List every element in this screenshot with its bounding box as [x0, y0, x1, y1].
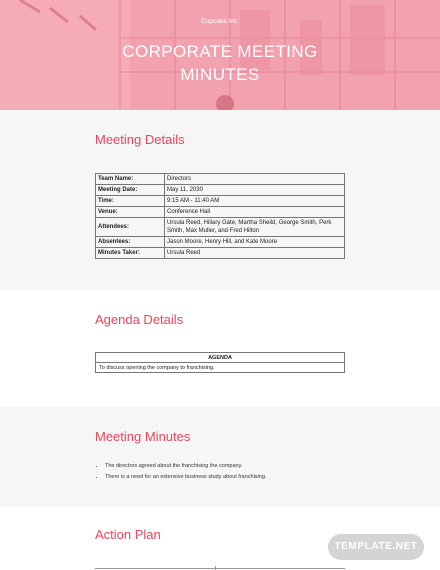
table-value: Ursula Reed [165, 248, 345, 259]
company-name: Cupcake Inc. [201, 18, 239, 25]
table-row [96, 363, 345, 373]
minutes-list [95, 461, 266, 483]
table-row [96, 174, 345, 185]
table-row [96, 185, 345, 196]
table-row [96, 237, 345, 248]
table-row [96, 248, 345, 259]
table-label: Attendees: [96, 218, 165, 237]
hero-banner [0, 0, 440, 110]
list-item: • The directors agreed about the franchising the company. [105, 461, 266, 472]
table-value: Conference Hall [165, 207, 345, 218]
table-header-row [96, 353, 345, 363]
table-label: Minutes Taker: [96, 248, 165, 259]
table-label: Absentees: [96, 237, 165, 248]
table-label: Time: [96, 196, 165, 207]
template-net-badge[interactable]: TEMPLATE.NET [328, 534, 424, 560]
table-value: Directors [165, 174, 345, 185]
agenda-details-section [0, 290, 440, 407]
table-row [96, 207, 345, 218]
agenda-details-heading: Agenda Details [95, 312, 184, 327]
action-plan-table-divider [215, 566, 216, 570]
meeting-minutes-heading: Meeting Minutes [95, 429, 191, 444]
table-label: Meeting Date: [96, 185, 165, 196]
agenda-item: To discuss opening the company to franchising. [96, 363, 345, 373]
action-plan-heading: Action Plan [95, 527, 161, 542]
agenda-column-header: AGENDA [96, 353, 345, 363]
meeting-details-heading: Meeting Details [95, 132, 185, 147]
meeting-details-table [95, 173, 345, 259]
document-title: CORPORATE MEETING MINUTES [122, 42, 318, 84]
agenda-table [95, 352, 345, 373]
table-row [96, 196, 345, 207]
table-label: Venue: [96, 207, 165, 218]
table-label: Team Name: [96, 174, 165, 185]
table-value: Ursula Reed, Hillary Gate, Martha Sheild, George Smith, Perk Smith, Max Muller, and Fred Hilton [165, 218, 345, 237]
table-value: Jason Moore, Henry Hill, and Kate Moore [165, 237, 345, 248]
action-plan-table-edge [95, 568, 345, 569]
meeting-minutes-section [0, 407, 440, 507]
table-row [96, 218, 345, 237]
table-value: 9:15 AM - 11:40 AM [165, 196, 345, 207]
table-value: May 11, 2030 [165, 185, 345, 196]
list-item: • There is a need for an extensive business study about franchising. [105, 472, 266, 483]
